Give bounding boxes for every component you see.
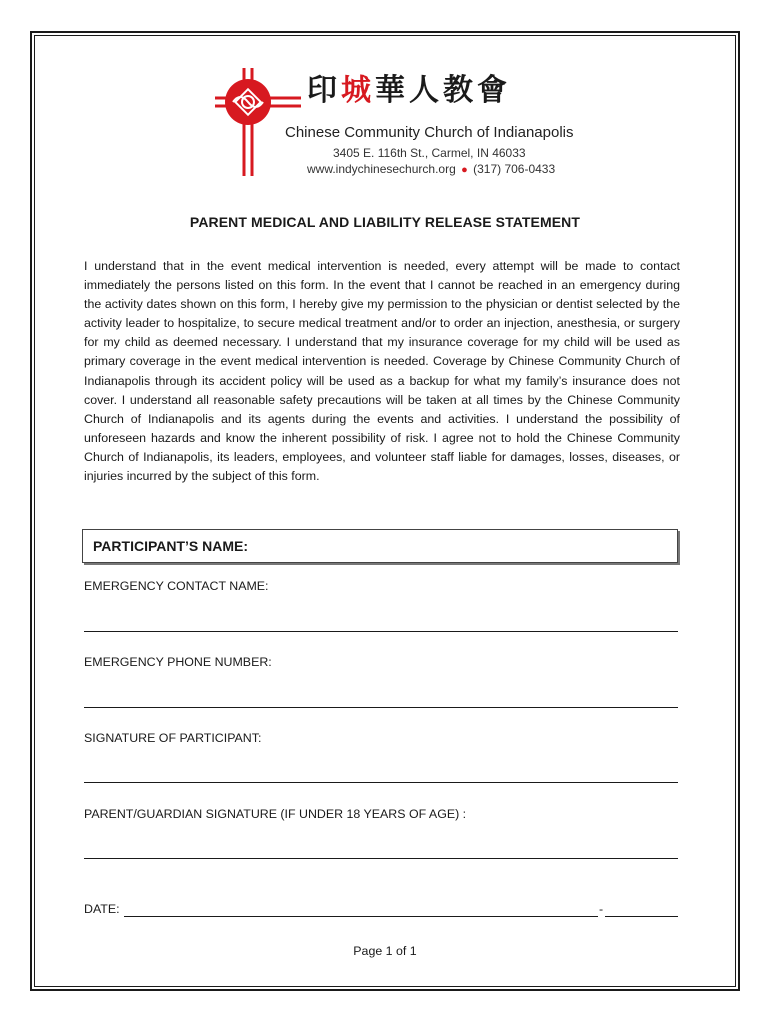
cjk-char-2: 城 [341,73,375,108]
emergency-contact-line[interactable] [84,631,678,632]
date-line[interactable] [124,916,598,917]
emergency-contact-label: EMERGENCY CONTACT NAME: [84,579,269,593]
participant-name-box[interactable] [82,529,678,563]
release-statement-body: I understand that in the event medical intervention is needed, every attempt will be made to contact immediately the persons listed on this form. In the event that I cannot be reached in an emergency during the activity dates shown on this form, I hereby give my permission to the physician or dentist selected by the activity leader to hospitalize, to secure medical treatment and/or to order an injection, anesthesia, or surgery for my child as deemed necessary. I understand that my insurance coverage for my child will be used as primary coverage in the event medical intervention is needed. Coverage by Chinese Community Church of Indianapolis through its accident policy will be used as a backup for what my family’s insurance does not cover. I understand all reasonable safety precautions will be taken at all times by the Chinese Community Church of Indianapolis and its agents during the events and activities. I understand the possibility of unforeseen hazards and know the inherent possibility of risk. I agree not to hold the Chinese Community Church of Indianapolis, its leaders, employees, and volunteer staff liable for damages, losses, diseases, or injuries incurred by the subject of this form. [84,259,680,484]
cross-knot-logo-icon [215,68,301,176]
participant-signature-label: SIGNATURE OF PARTICIPANT: [84,731,262,745]
cjk-char-rest: 華人教會 [375,73,511,108]
church-website: www.indychinesechurch.org [307,162,456,176]
date-separator: - [599,902,604,916]
church-name-chinese [307,74,511,108]
page-border-inner [34,35,736,987]
participant-name-label: PARTICIPANT’S NAME: [93,538,249,554]
cjk-char-1: 印 [307,73,341,108]
participant-signature-line[interactable] [84,782,678,783]
document-title: PARENT MEDICAL AND LIABILITY RELEASE STATEMENT [189,214,581,230]
guardian-signature-line[interactable] [84,858,678,859]
emergency-phone-line[interactable] [84,707,678,708]
date-label: DATE: [84,902,120,916]
church-contact [307,162,555,176]
emergency-phone-label: EMERGENCY PHONE NUMBER: [84,655,272,669]
bullet-dot-icon: ● [461,164,468,176]
church-phone: (317) 706-0433 [473,162,556,176]
church-address: 3405 E. 116th St., Carmel, IN 46033 [333,146,526,160]
guardian-signature-label: PARENT/GUARDIAN SIGNATURE (IF UNDER 18 YEARS OF AGE) : [84,807,467,821]
church-name-english: Chinese Community Church of Indianapolis [285,124,574,141]
date-row [84,902,678,918]
page-number: Page 1 of 1 [353,944,417,958]
date-line-secondary[interactable] [605,916,678,917]
church-logo [215,68,574,176]
